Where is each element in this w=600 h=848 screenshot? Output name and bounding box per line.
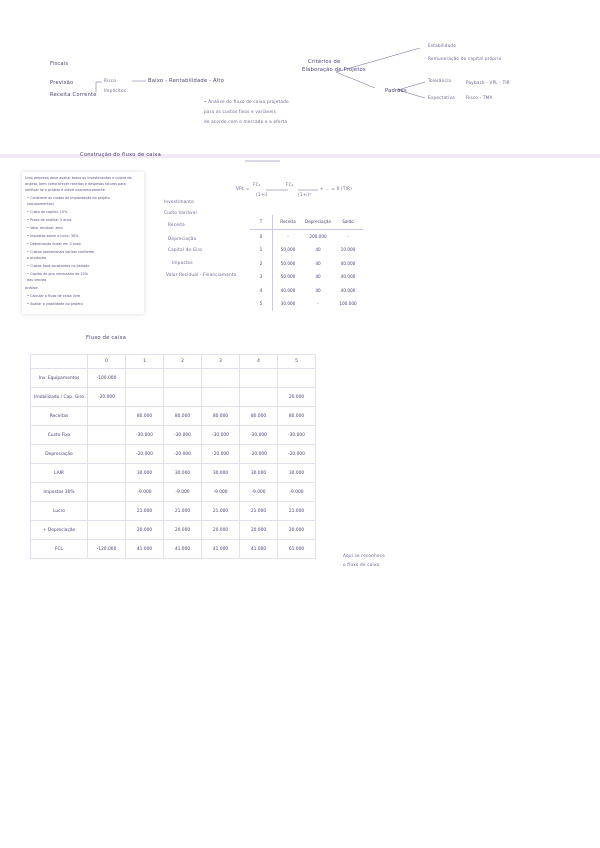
calc-cell: 40 xyxy=(315,247,321,253)
flow-cell: 80.000 xyxy=(278,407,316,426)
calc-header: T xyxy=(250,215,273,229)
note-line: • Custos fixos constantes no período xyxy=(27,264,90,268)
note-line: • Depreciação linear em 5 anos xyxy=(27,242,81,246)
diagram-right-node: Padrões xyxy=(385,88,407,94)
note-line: Uma empresa deve avaliar todos os investimentos e custos do xyxy=(25,176,132,180)
flow-cell xyxy=(126,388,164,407)
flow-cell: 80.000 xyxy=(202,407,240,426)
flow-cell: -30.000 xyxy=(278,426,316,445)
flow-cell: 30.000 xyxy=(278,464,316,483)
section-title: Construção do fluxo de caixa xyxy=(80,152,161,158)
flow-cell: 41.000 xyxy=(202,540,240,559)
flow-cell: 21.000 xyxy=(278,502,316,521)
mid-list-item: Valor Residual - Financiamento xyxy=(166,272,237,277)
calc-cell: 0 xyxy=(250,229,273,243)
diagram-right-item-detail-1: Remuneração do capital próprio xyxy=(428,56,502,61)
diagram-right-item-label-1: Estabilidade xyxy=(428,43,457,48)
formula-num-2: FC₂ xyxy=(286,182,294,187)
note-line: das vendas xyxy=(27,278,47,282)
note-line: • Calcular o fluxo de caixa livre xyxy=(27,294,81,298)
calc-cell: 1 xyxy=(250,243,273,257)
calc-cell: 2 xyxy=(250,257,273,271)
flow-cell: 30.000 xyxy=(126,464,164,483)
flow-row-label: Imobilizado / Cap. Giro xyxy=(31,388,88,407)
calc-cell: 40 xyxy=(315,274,321,280)
flow-cell: 41.000 xyxy=(240,540,278,559)
diagram-center-title-2: Elaboração de Projetos xyxy=(302,67,366,73)
note-line: • Custo de capital: 15% xyxy=(27,210,68,214)
mid-list-item: Custo Variável xyxy=(164,210,197,215)
diagram-label-left-2: Previsão xyxy=(50,80,74,86)
flow-cell: 80.000 xyxy=(164,407,202,426)
flow-cell xyxy=(88,426,126,445)
flow-header: 4 xyxy=(240,355,278,369)
calc-cell: 5 xyxy=(250,297,273,311)
diagram-right-item-label-2: Tolerância xyxy=(428,78,452,83)
side-note-line-2: o fluxo de caixa xyxy=(343,562,380,567)
formula-lhs: VPL = xyxy=(236,186,250,191)
flow-cell: -30.000 xyxy=(240,426,278,445)
note-line: • Prazo de análise: 5 anos xyxy=(27,218,72,222)
calc-cell: 40.000 xyxy=(340,274,356,280)
diagram-label-mid-1: Risco xyxy=(104,78,117,83)
flow-cell: 20.000 xyxy=(278,521,316,540)
calc-cell: 3 xyxy=(250,270,273,284)
calc-cell: 4 xyxy=(250,284,273,298)
note-line: verificar se o projeto é viável economicamente. xyxy=(25,188,106,192)
flow-cell: 30.000 xyxy=(240,464,278,483)
flow-cell xyxy=(164,369,202,388)
flow-row-label: Impostos 30% xyxy=(31,483,88,502)
flow-cell: -9.000 xyxy=(202,483,240,502)
flow-cell xyxy=(202,388,240,407)
flow-cell xyxy=(126,369,164,388)
formula-den-1: (1+i) xyxy=(256,192,268,197)
flow-cell: 21.000 xyxy=(126,502,164,521)
flow-row-label: FCL xyxy=(31,540,88,559)
flow-header: 2 xyxy=(164,355,202,369)
mid-list-item: Depreciação xyxy=(168,236,197,241)
note-line: • Custos operacionais variam conforme xyxy=(27,250,95,254)
sticky-note xyxy=(22,172,144,314)
flow-row-label: Custo Fixo xyxy=(31,426,88,445)
calc-cell: - xyxy=(287,233,289,239)
formula-num-1: FC₁ xyxy=(253,182,261,187)
flow-cell: 80.000 xyxy=(126,407,164,426)
mid-list-item: Capital de Giro xyxy=(168,247,203,252)
flow-header xyxy=(31,355,88,369)
calc-header: Receita xyxy=(273,215,304,229)
calc-cell: - xyxy=(317,301,319,307)
flow-cell: -20.000 xyxy=(164,445,202,464)
diagram-bullet-line-1: • Análise do fluxo de caixa projetado xyxy=(204,99,289,104)
calc-cell: 40.000 xyxy=(340,260,356,266)
flow-cell: -100.000 xyxy=(88,369,126,388)
flow-cell: -9.000 xyxy=(126,483,164,502)
calc-cell: 50.000 xyxy=(280,260,296,266)
diagram-right-item-detail-3: Risco - TMA xyxy=(466,95,493,100)
diagram-bullet-line-2: para os custos fixos e variáveis xyxy=(204,109,277,114)
flow-cell: -20.000 xyxy=(278,445,316,464)
calc-cell: 200.000 xyxy=(309,233,327,239)
flow-cell: -30.000 xyxy=(164,426,202,445)
diagram-label-left-3: Receita Corrente xyxy=(50,92,97,98)
flow-header: 1 xyxy=(126,355,164,369)
flow-cell: 41.000 xyxy=(164,540,202,559)
mid-list-item: Impostos xyxy=(172,260,193,265)
note-line: Análise: xyxy=(25,286,39,290)
calc-header: Saldo xyxy=(333,215,363,229)
flow-cell: 20.000 xyxy=(126,521,164,540)
note-line: • Valor residual: zero xyxy=(27,226,63,230)
note-line: • Impostos sobre o lucro: 30% xyxy=(27,234,79,238)
note-line: projeto, bem como prever receitas e despesas futuras para xyxy=(25,182,126,186)
flow-cell: -30.000 xyxy=(202,426,240,445)
calc-cell: 100.000 xyxy=(339,301,357,307)
flow-row-label: LAIR xyxy=(31,464,88,483)
diagram-right-item-detail-2: Payback - VPL - TIR xyxy=(466,80,510,85)
flow-cell: 41.000 xyxy=(126,540,164,559)
flow-header: 0 xyxy=(88,355,126,369)
flow-row-label: + Depreciação xyxy=(31,521,88,540)
cash-flow-table xyxy=(30,354,316,559)
flow-cell: -9.000 xyxy=(240,483,278,502)
flow-cell xyxy=(88,521,126,540)
flow-cell xyxy=(88,445,126,464)
flow-cell: 61.000 xyxy=(278,540,316,559)
calc-cell: - xyxy=(347,233,349,239)
flow-row-label: Inv. Equipamentos xyxy=(31,369,88,388)
side-note-line-1: Aqui se reconhece xyxy=(343,553,385,558)
flow-cell xyxy=(240,388,278,407)
flow-cell: 80.000 xyxy=(240,407,278,426)
diagram-center-title-1: Critérios de xyxy=(308,59,341,65)
note-line: a produção xyxy=(27,256,47,260)
flow-cell xyxy=(164,388,202,407)
flow-cell xyxy=(202,369,240,388)
mid-list-item: Investimento xyxy=(164,199,194,204)
flow-cell: 21.000 xyxy=(202,502,240,521)
calc-cell: 50.000 xyxy=(280,247,296,253)
calc-cell: 10.000 xyxy=(340,247,356,253)
flow-cell: -20.000 xyxy=(126,445,164,464)
calc-cell: 40 xyxy=(315,287,321,293)
diagram-right-item-label-3: Expectativa xyxy=(428,95,455,100)
flow-header: 3 xyxy=(202,355,240,369)
flow-cell: 20.000 xyxy=(278,388,316,407)
flow-cell xyxy=(88,464,126,483)
flow-table-title: Fluxo de caixa xyxy=(86,335,127,341)
diagram-bullet-line-3: de acordo com o mercado e a oferta xyxy=(204,119,288,124)
note-line: (equipamentos) xyxy=(27,202,54,206)
flow-cell xyxy=(88,483,126,502)
flow-cell xyxy=(240,369,278,388)
flow-cell: -20.000 xyxy=(88,388,126,407)
flow-cell: 20.000 xyxy=(164,521,202,540)
formula-tail: + ... = 0 (TIR) xyxy=(320,186,352,191)
calc-cell: 40.000 xyxy=(280,287,296,293)
flow-header: 5 xyxy=(278,355,316,369)
calc-cell: 40.000 xyxy=(340,287,356,293)
flow-cell: 21.000 xyxy=(164,502,202,521)
mid-list-item: Receita xyxy=(168,222,185,227)
note-line: • Avaliar a viabilidade do projeto xyxy=(27,302,83,306)
flow-cell: -9.000 xyxy=(164,483,202,502)
flow-row-label: Lucro xyxy=(31,502,88,521)
diagram-label-left-1: Fiscais xyxy=(50,61,69,67)
note-line: • Considere os custos de implantação do projeto xyxy=(27,196,110,200)
calc-cell: 30.000 xyxy=(280,301,296,307)
flow-cell: -20.000 xyxy=(240,445,278,464)
flow-cell: -120.000 xyxy=(88,540,126,559)
flow-cell xyxy=(278,369,316,388)
diagram-label-mid-2: Implícitos xyxy=(104,88,127,93)
flow-cell: -30.000 xyxy=(126,426,164,445)
flow-cell: 21.000 xyxy=(240,502,278,521)
flow-row-label: Depreciação xyxy=(31,445,88,464)
calc-cell: 40 xyxy=(315,260,321,266)
formula-den-2: (1+i)² xyxy=(298,192,312,197)
flow-cell: 30.000 xyxy=(202,464,240,483)
flow-cell: -20.000 xyxy=(202,445,240,464)
flow-row-label: Receitas xyxy=(31,407,88,426)
flow-cell: 20.000 xyxy=(202,521,240,540)
flow-cell: -9.000 xyxy=(278,483,316,502)
note-line: • Capital de giro necessário de 20% xyxy=(27,272,89,276)
flow-cell: 20.000 xyxy=(240,521,278,540)
flow-cell xyxy=(88,407,126,426)
flow-cell: 30.000 xyxy=(164,464,202,483)
diagram-arrow-text: Baixo - Rentabilidade - Alto xyxy=(148,78,225,84)
calc-cell: 50.000 xyxy=(280,274,296,280)
flow-cell xyxy=(88,502,126,521)
calc-header: Depreciação xyxy=(303,215,333,229)
calculation-table xyxy=(250,215,363,311)
